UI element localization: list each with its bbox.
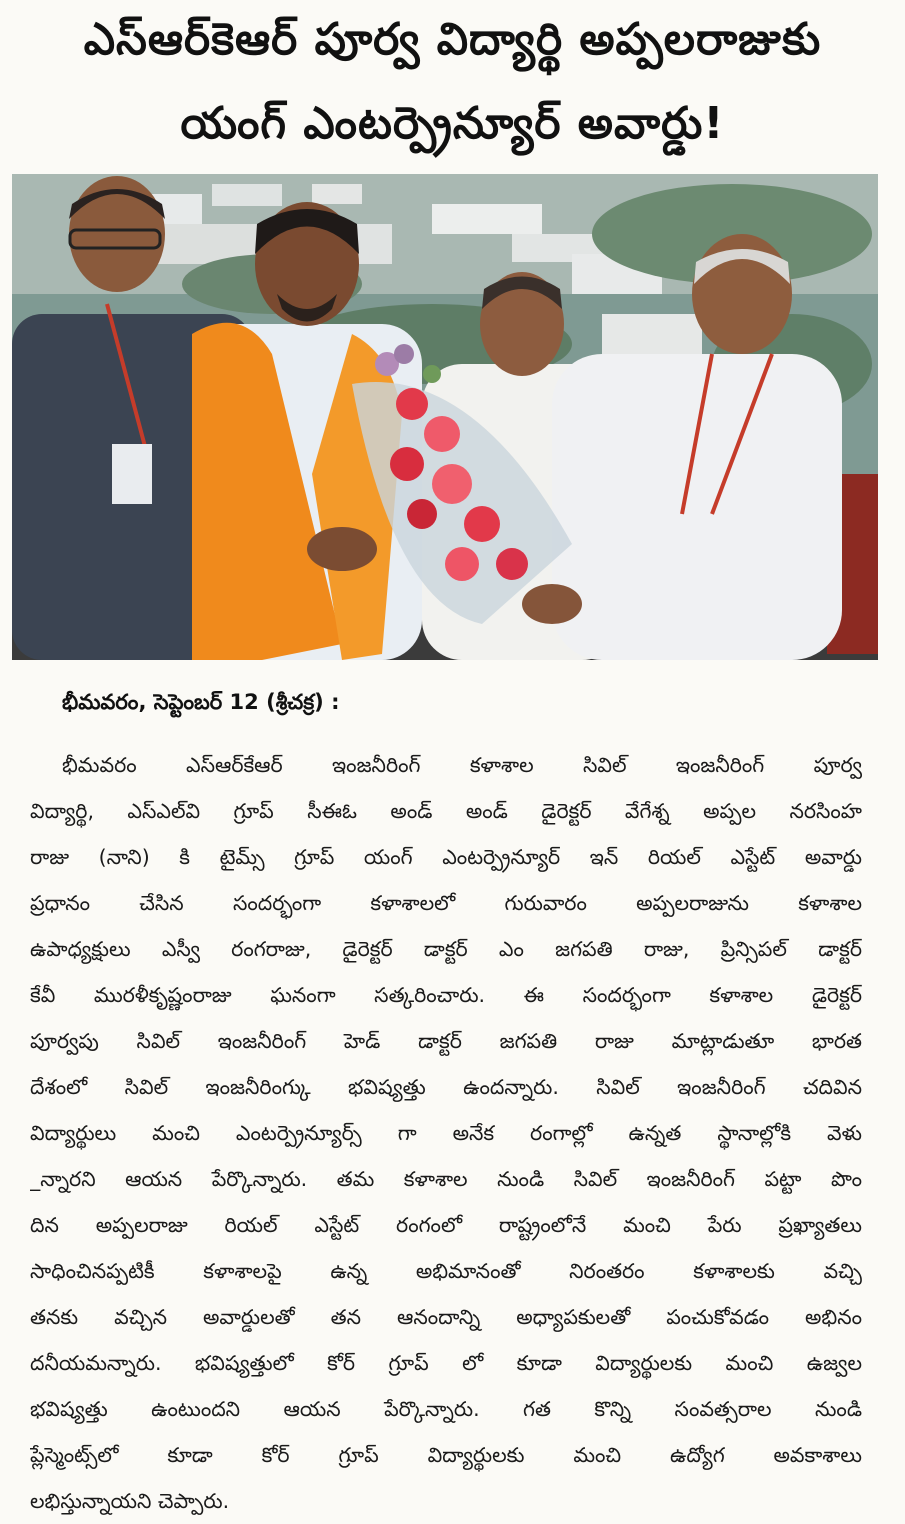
article-line: సాధించినప్పటికీ కళాశాలపై ఉన్న అభిమానంతో నిరంతరం కళాశాలకు వచ్చి [30,1259,862,1283]
article-line: ప్లేస్మెంట్స్‌లో కూడా కోర్ గ్రూప్ విద్యార్థులకు మంచి ఉద్యోగ అవకాశాలు [30,1443,862,1467]
headline-line-1: ఎస్ఆర్‌కెఆర్ పూర్వ విద్యార్థి అప్పలరాజుకు [83,14,822,65]
article-line: దిన అప్పలరాజు రియల్ ఎస్టేట్ రంగంలో రాష్ట్రంలోనే మంచి పేరు ప్రఖ్యాతలు [30,1213,862,1237]
article-line: విద్యార్థులు మంచి ఎంటర్ప్రెన్యూర్స్ గా అనేక రంగాల్లో ఉన్నత స్థానాల్లోకి వెళు [30,1121,862,1145]
article-line: తనకు వచ్చిన అవార్డులతో తన ఆనందాన్ని అధ్యాపకులతో పంచుకోవడం అభినం [30,1305,862,1329]
article-line: భీమవరం ఎస్ఆర్‌కేఆర్ ఇంజనీరింగ్ కళాశాల సివిల్ ఇంజనీరింగ్ పూర్వ [62,753,862,777]
headline-line-2: యంగ్ ఎంటర్ప్రెన్యూర్ అవార్డు! [180,98,725,149]
article-line: కేవీ మురళీకృష్ణంరాజు ఘనంగా సత్కరించారు. ఈ సందర్భంగా కళాశాల డైరెక్టర్ [30,983,862,1007]
news-photo [12,174,878,660]
article-line: దనీయమన్నారు. భవిష్యత్తులో కోర్ గ్రూప్ లో కూడా విద్యార్థులకు మంచి ఉజ్వల [30,1351,862,1375]
article-body [30,742,862,1524]
dateline: భీమవరం, సెప్టెంబర్ 12 (శ్రీచక్ర) : [62,690,340,714]
article-line: లభిస్తున్నాయని చెప్పారు. [30,1489,230,1513]
article-line: ప్రధానం చేసిన సందర్భంగా కళాశాలలో గురువారం అప్పలరాజును కళాశాల [30,891,862,915]
article-line: పూర్వపు సివిల్ ఇంజనీరింగ్ హెడ్ డాక్టర్ జగపతి రాజు మాట్లాడుతూ భారత [30,1029,862,1053]
article-line: దేశంలో సివిల్ ఇంజనీరింగ్కు భవిష్యత్తు ఉందన్నారు. సివిల్ ఇంజనీరింగ్ చదివిన [30,1075,862,1099]
article-line: _న్నారని ఆయన పేర్కొన్నారు. తమ కళాశాల నుండి సివిల్ ఇంజనీరింగ్ పట్టా పొం [30,1167,862,1191]
article-line: ఉపాధ్యక్షులు ఎస్వీ రంగరాజు, డైరెక్టర్ డాక్టర్ ఎం జగపతి రాజు, ప్రిన్సిపల్ డాక్టర్ [30,937,862,961]
article-line: రాజు (నాని) కి టైమ్స్ గ్రూప్ యంగ్ ఎంటర్ప్రెన్యూర్ ఇన్ రియల్ ఎస్టేట్ అవార్డు [30,845,862,869]
article-line: భవిష్యత్తు ఉంటుందని ఆయన పేర్కొన్నారు. గత కొన్ని సంవత్సరాల నుండి [30,1397,862,1421]
article-line: విద్యార్థి, ఎస్ఎల్‌వి గ్రూప్ సీఈఓ అండ్ అండ్ డైరెక్టర్ వేగేశ్న అప్పల నరసింహ [30,799,862,823]
